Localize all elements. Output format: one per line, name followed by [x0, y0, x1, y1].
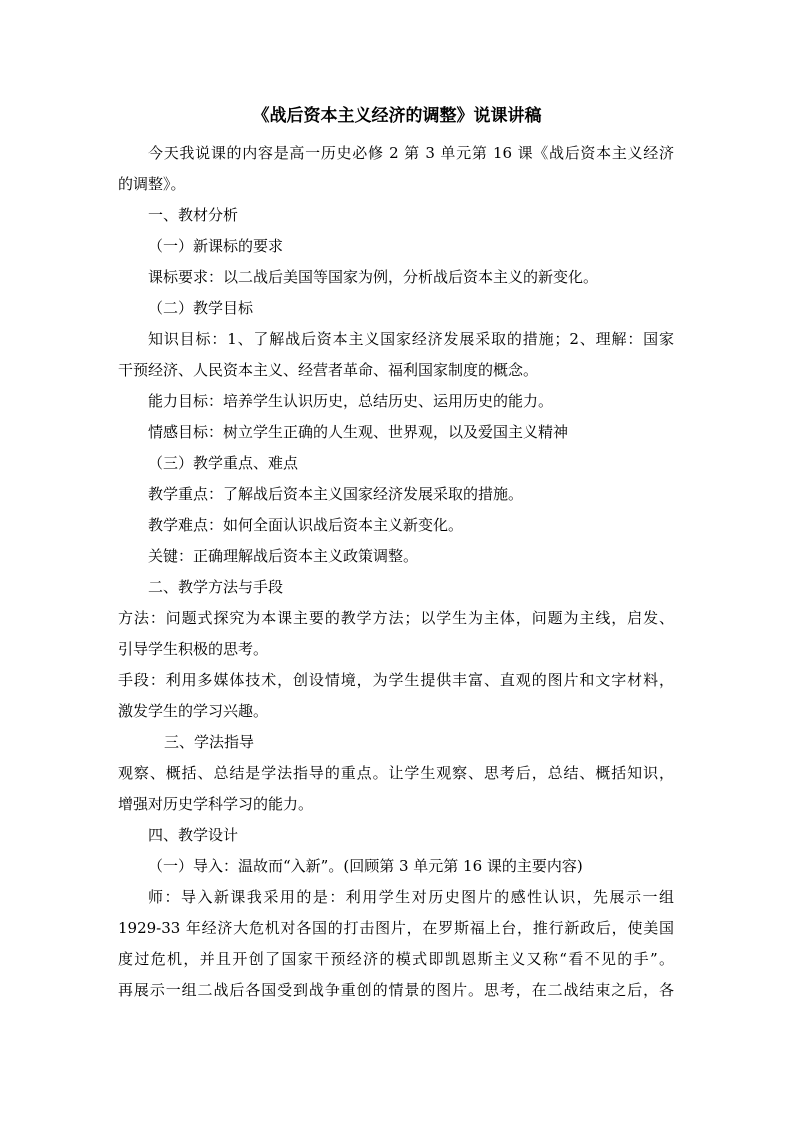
- paragraph-line: 知识目标：1、了解战后资本主义国家经济发展采取的措施；2、理解：国家: [148, 330, 674, 348]
- paragraph-line: 1929-33 年经济大危机对各国的打击图片，在罗斯福上台，推行新政后，使美国: [118, 919, 674, 937]
- section-heading: 二、教学方法与手段: [148, 578, 284, 596]
- paragraph-line: 课标要求：以二战后美国等国家为例，分析战后资本主义的新变化。: [148, 268, 599, 286]
- subsection-heading: （三）教学重点、难点: [148, 454, 299, 472]
- section-heading: 四、教学设计: [148, 826, 239, 844]
- paragraph-line: 再展示一组二战后各国受到战争重创的情景的图片。思考，在二战结束之后，各: [118, 981, 674, 999]
- paragraph-line: 方法：问题式探究为本课主要的教学方法；以学生为主体，问题为主线，启发、: [118, 609, 674, 627]
- subsection-heading: （二）教学目标: [148, 299, 254, 317]
- paragraph-line: 观察、概括、总结是学法指导的重点。让学生观察、思考后，总结、概括知识，: [118, 764, 674, 782]
- paragraph-line: 教学难点：如何全面认识战后资本主义新变化。: [148, 516, 464, 534]
- paragraph-line: 的调整》。: [118, 175, 186, 193]
- paragraph-line: 干预经济、人民资本主义、经营者革命、福利国家制度的概念。: [118, 361, 539, 379]
- paragraph-line: 手段：利用多媒体技术，创设情境，为学生提供丰富、直观的图片和文字材料，: [118, 671, 674, 689]
- paragraph-line: 引导学生积极的思考。: [118, 640, 269, 658]
- section-heading: 三、学法指导: [164, 733, 255, 751]
- paragraph-line: 教学重点：了解战后资本主义国家经济发展采取的措施。: [148, 485, 524, 503]
- subsection-heading: （一）新课标的要求: [148, 237, 284, 255]
- paragraph-line: 师：导入新课我采用的是：利用学生对历史图片的感性认识，先展示一组: [148, 888, 674, 906]
- paragraph-line: 度过危机，并且开创了国家干预经济的模式即凯恩斯主义又称“看不见的手”。: [118, 950, 674, 968]
- paragraph-line: 今天我说课的内容是高一历史必修 2 第 3 单元第 16 课《战后资本主义经济: [148, 144, 674, 162]
- paragraph-line: 增强对历史学科学习的能力。: [118, 795, 314, 813]
- section-heading: 一、教材分析: [148, 206, 239, 224]
- document-title: 《战后资本主义经济的调整》说课讲稿: [252, 106, 542, 126]
- subsection-heading: （一）导入：温故而“入新”。(回顾第 3 单元第 16 课的主要内容): [148, 857, 583, 875]
- paragraph-line: 关键：正确理解战后资本主义政策调整。: [148, 547, 419, 565]
- paragraph-line: 能力目标：培养学生认识历史，总结历史、运用历史的能力。: [148, 392, 554, 410]
- paragraph-line: 情感目标：树立学生正确的人生观、世界观，以及爱国主义精神: [148, 423, 569, 441]
- paragraph-line: 激发学生的学习兴趣。: [118, 702, 269, 720]
